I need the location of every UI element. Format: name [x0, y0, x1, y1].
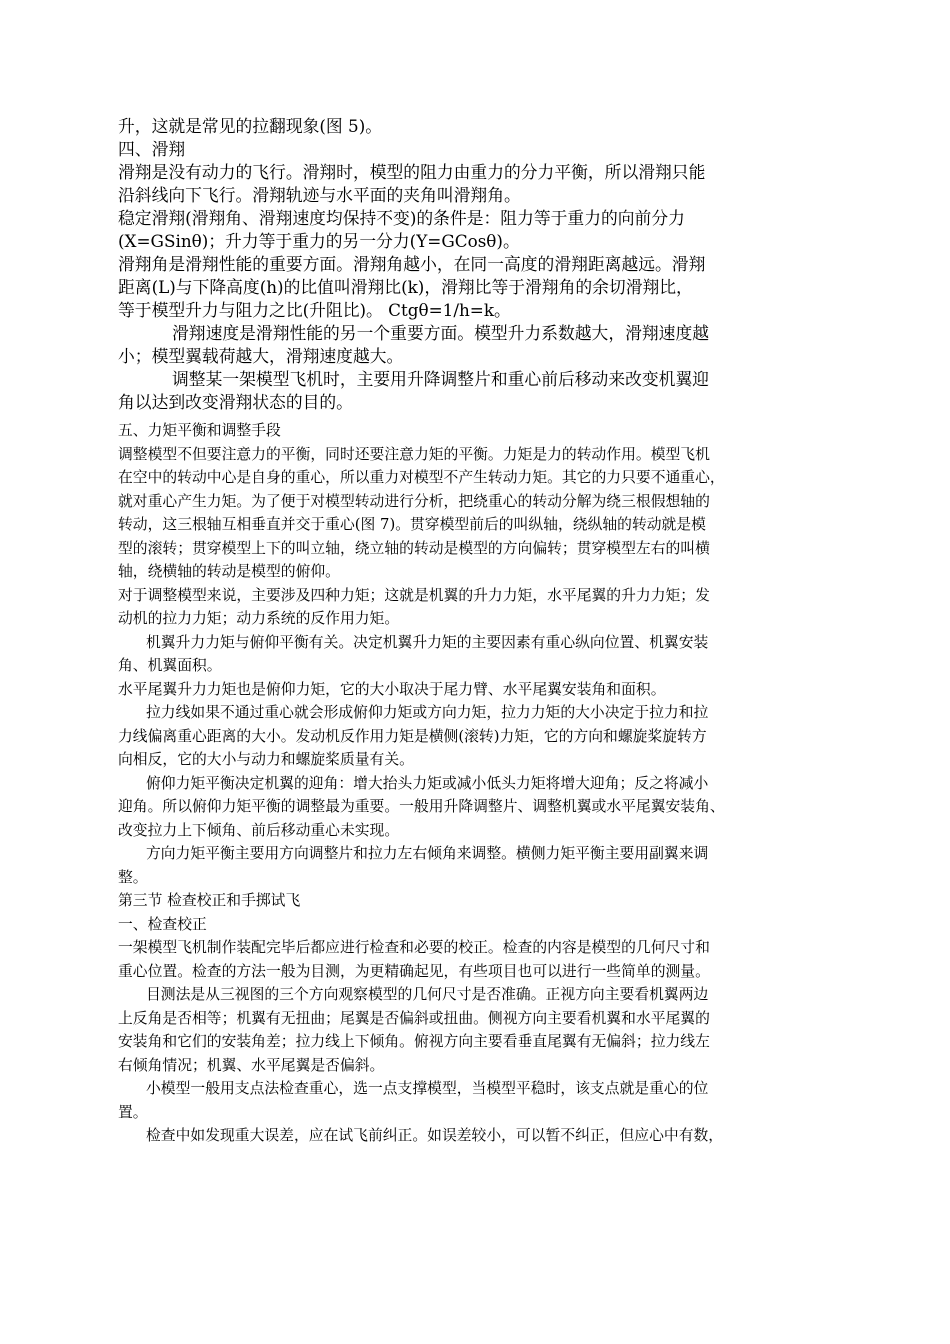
gliding-section	[118, 115, 818, 414]
text-line: 升，这就是常见的拉翻现象(图 5)。	[118, 116, 383, 136]
text-line: 目测法是从三视图的三个方向观察模型的几何尺寸是否准确。正视方向主要看机翼两边	[146, 986, 709, 1003]
formula-line: 等于模型升力与阻力之比(升阻比)。 Ctgθ=1/h=k。	[118, 300, 511, 320]
text-line: 俯仰力矩平衡决定机翼的迎角：增大抬头力矩或减小低头力矩将增大迎角；反之将减小	[146, 774, 709, 792]
text-line: 型的滚转；贯穿模型上下的叫立轴，绕立轴的转动是模型的方向偏转；贯穿模型左右的叫横	[118, 539, 710, 557]
text-line: (X=GSinθ)；升力等于重力的另一分力(Y=GCosθ)。	[118, 231, 520, 251]
text-line: 机翼升力力矩与俯仰平衡有关。决定机翼升力矩的主要因素有重心纵向位置、机翼安装	[146, 633, 709, 651]
section-heading-moment-balance: 五、力矩平衡和调整手段	[118, 422, 281, 439]
text-line: 动机的拉力力矩；动力系统的反作用力矩。	[118, 610, 400, 627]
text-line: 检查中如发现重大误差，应在试飞前纠正。如误差较小，可以暂不纠正，但应心中有数，	[146, 1127, 724, 1144]
text-line: 重心位置。检查的方法一般为目测，为更精确起见，有些项目也可以进行一些简单的测量。	[118, 962, 710, 980]
text-line: 稳定滑翔(滑翔角、滑翔速度均保持不变)的条件是：阻力等于重力的向前分力	[118, 208, 685, 228]
section-heading-inspection: 一、检查校正	[118, 915, 207, 933]
text-line: 安装角和它们的安装角差；拉力线上下倾角。俯视方向主要看垂直尾翼有无偏斜；拉力线左	[118, 1033, 710, 1050]
text-line: 改变拉力上下倾角、前后移动重心未实现。	[118, 821, 400, 839]
text-line: 置。	[118, 1103, 148, 1121]
text-line: 滑翔速度是滑翔性能的另一个重要方面。模型升力系数越大，滑翔速度越	[172, 323, 710, 343]
text-line: 迎角。所以俯仰力矩平衡的调整最为重要。一般用升降调整片、调整机翼或水平尾翼安装角、	[118, 798, 725, 815]
text-line: 方向力矩平衡主要用方向调整片和拉力左右倾角来调整。横侧力矩平衡主要用副翼来调	[146, 845, 709, 862]
text-line: 转动，这三根轴互相垂直并交于重心(图 7)。贯穿模型前后的叫纵轴，绕纵轴的转动就是模	[118, 516, 706, 533]
section-heading-gliding: 四、滑翔	[118, 139, 186, 159]
moment-balance-section	[118, 419, 818, 1148]
text-line: 小；模型翼载荷越大，滑翔速度越大。	[118, 346, 404, 366]
text-line: 拉力线如果不通过重心就会形成俯仰力矩或方向力矩，拉力力矩的大小决定于拉力和拉	[146, 704, 709, 721]
text-line: 向相反，它的大小与动力和螺旋桨质量有关。	[118, 751, 414, 768]
text-line: 就对重心产生力矩。为了便于对模型转动进行分析，把绕重心的转动分解为绕三根假想轴的	[118, 492, 710, 510]
text-line: 角以达到改变滑翔状态的目的。	[118, 392, 353, 412]
text-line: 轴，绕横轴的转动是模型的俯仰。	[118, 563, 340, 580]
text-line: 一架模型飞机制作装配完毕后都应进行检查和必要的校正。检查的内容是模型的几何尺寸和	[118, 939, 710, 956]
text-line: 力线偏离重心距离的大小。发动机反作用力矩是横侧(滚转)力矩，它的方向和螺旋桨旋转方	[118, 727, 707, 745]
text-line: 小模型一般用支点法检查重心，选一点支撑模型，当模型平稳时，该支点就是重心的位	[146, 1080, 709, 1097]
text-line: 沿斜线向下飞行。滑翔轨迹与水平面的夹角叫滑翔角。	[118, 185, 521, 205]
text-line: 在空中的转动中心是自身的重心，所以重力对模型不产生转动力矩。其它的力只要不通重心，	[118, 469, 725, 486]
text-line: 调整某一架模型飞机时，主要用升降调整片和重心前后移动来改变机翼迎	[172, 369, 710, 389]
text-line: 调整模型不但要注意力的平衡，同时还要注意力矩的平衡。力矩是力的转动作用。模型飞机	[118, 445, 710, 463]
text-line: 整。	[118, 868, 148, 886]
text-line: 对于调整模型来说，主要涉及四种力矩；这就是机翼的升力力矩，水平尾翼的升力力矩；发	[118, 586, 710, 604]
text-line: 水平尾翼升力力矩也是俯仰力矩，它的大小取决于尾力臂、水平尾翼安装角和面积。	[118, 680, 666, 698]
text-line: 距离(L)与下降高度(h)的比值叫滑翔比(k)，滑翔比等于滑翔角的余切滑翔比，	[118, 277, 693, 297]
text-line: 滑翔角是滑翔性能的重要方面。滑翔角越小，在同一高度的滑翔距离越远。滑翔	[118, 254, 706, 274]
text-line: 滑翔是没有动力的飞行。滑翔时，模型的阻力由重力的分力平衡，所以滑翔只能	[118, 162, 706, 182]
text-line: 右倾角情况；机翼、水平尾翼是否偏斜。	[118, 1056, 385, 1074]
text-line: 上反角是否相等；机翼有无扭曲；尾翼是否偏斜或扭曲。侧视方向主要看机翼和水平尾翼的	[118, 1009, 710, 1027]
text-line: 角、机翼面积。	[118, 657, 222, 674]
chapter-heading-section-3: 第三节 检查校正和手掷试飞	[118, 892, 301, 909]
